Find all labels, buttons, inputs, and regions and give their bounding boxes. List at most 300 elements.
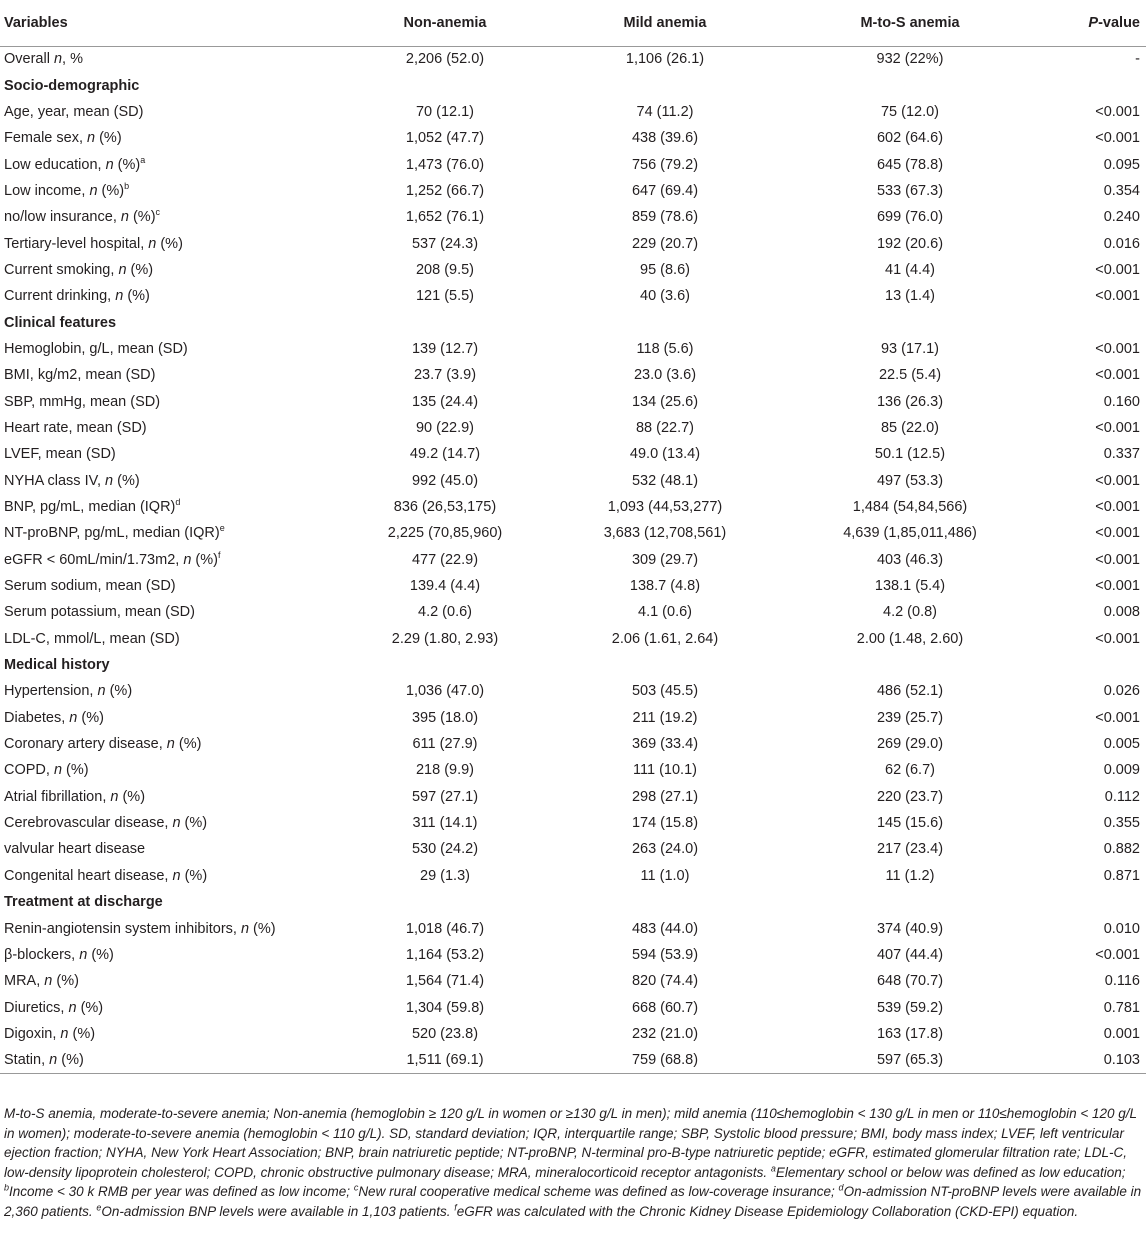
- m-to-s-anemia-cell: 75 (12.0): [880, 103, 940, 120]
- p-value-cell: 0.095: [1103, 156, 1140, 173]
- mild-anemia-cell: 23.0 (3.6): [633, 367, 697, 384]
- label-text: NT-proBNP, pg/mL, median (IQR): [4, 525, 220, 542]
- table-row: [0, 547, 1146, 573]
- m-to-s-anemia-cell: 136 (26.3): [876, 393, 944, 410]
- table-row: [0, 573, 1146, 599]
- label-italic: n: [69, 709, 78, 726]
- mild-anemia-cell: 4.1 (0.6): [638, 604, 692, 621]
- table-row: [0, 125, 1146, 151]
- p-value-cell: 0.112: [1104, 788, 1140, 805]
- non-anemia-cell: 218 (9.9): [415, 762, 475, 779]
- non-anemia-cell: 139 (12.7): [411, 340, 479, 357]
- table-row: [0, 362, 1146, 388]
- label-text: Atrial fibrillation,: [4, 788, 111, 805]
- p-value-cell: 0.160: [1103, 393, 1140, 410]
- label-text: Age, year, mean (SD): [4, 103, 144, 120]
- row-label: [0, 810, 340, 836]
- table-row: [0, 151, 1146, 177]
- header-mild-anemia: Mild anemia: [550, 0, 780, 46]
- row-label: [0, 573, 340, 599]
- label-italic: n: [53, 51, 63, 68]
- label-rest: (%): [95, 130, 122, 147]
- m-to-s-anemia-cell: 645 (78.8): [876, 156, 944, 173]
- empty-cell: [340, 72, 550, 98]
- label-italic: n: [89, 182, 98, 199]
- table-row: [0, 784, 1146, 810]
- label-italic: n: [148, 235, 157, 252]
- label-italic: n: [105, 472, 114, 489]
- label-text: LVEF, mean (SD): [4, 446, 116, 463]
- row-label: [0, 415, 340, 441]
- row-label: [0, 784, 340, 810]
- p-value-cell: 0.001: [1103, 1025, 1140, 1042]
- mild-anemia-cell: 11 (1.0): [640, 867, 690, 884]
- label-text: no/low insurance,: [4, 209, 121, 226]
- row-label: [0, 441, 340, 467]
- mild-anemia-cell: 95 (8.6): [640, 261, 690, 278]
- mild-anemia-cell: 211 (19.2): [632, 709, 698, 726]
- row-label: [0, 125, 340, 151]
- footnote-text: New rural cooperative medical scheme was defined as low-coverage insurance;: [358, 1184, 839, 1200]
- label-text: valvular heart disease: [4, 841, 146, 858]
- p-value-cell: 0.016: [1103, 235, 1140, 252]
- mild-anemia-cell: 759 (68.8): [550, 1047, 780, 1073]
- label-text: Tertiary-level hospital,: [4, 235, 149, 252]
- row-label: [0, 204, 340, 230]
- p-value-cell: 0.337: [1103, 446, 1140, 463]
- label-italic: n: [68, 999, 77, 1016]
- label-rest: (%): [126, 261, 154, 278]
- p-value-cell: <0.001: [1095, 103, 1140, 120]
- label-text: eGFR < 60mL/min/1.73m2,: [4, 551, 184, 568]
- row-label: [0, 257, 340, 283]
- non-anemia-cell: 1,564 (71.4): [405, 973, 485, 990]
- mild-anemia-cell: 1,093 (44,53,277): [607, 499, 723, 516]
- p-value-cell: 0.116: [1104, 973, 1140, 990]
- table-row: [0, 257, 1146, 283]
- footnote-mark: b: [124, 181, 130, 192]
- label-text: Diuretics,: [4, 999, 69, 1016]
- p-value-cell: <0.001: [1095, 525, 1140, 542]
- empty-cell: [550, 652, 780, 678]
- p-value-cell: <0.001: [1095, 946, 1140, 963]
- label-italic: n: [60, 1025, 69, 1042]
- mild-anemia-cell: 88 (22.7): [635, 419, 695, 436]
- footnote-mark: c: [353, 1182, 359, 1193]
- m-to-s-anemia-cell: 145 (15.6): [876, 815, 944, 832]
- label-text: BMI, kg/m2, mean (SD): [4, 367, 156, 384]
- row-label: [0, 599, 340, 625]
- empty-cell: [550, 72, 780, 98]
- m-to-s-anemia-cell: 50.1 (12.5): [874, 446, 946, 463]
- mild-anemia-cell: 298 (27.1): [631, 788, 699, 805]
- non-anemia-cell: 597 (27.1): [411, 788, 479, 805]
- label-text: Low income,: [4, 182, 90, 199]
- non-anemia-cell: 611 (27.9): [412, 736, 478, 753]
- p-value-cell: <0.001: [1095, 630, 1140, 647]
- m-to-s-anemia-cell: 539 (59.2): [876, 999, 944, 1016]
- footnote-mark: b: [4, 1182, 10, 1193]
- row-label: [0, 388, 340, 414]
- m-to-s-anemia-cell: 486 (52.1): [876, 683, 944, 700]
- footnote-mark: c: [155, 207, 161, 218]
- p-value-cell: 0.871: [1103, 867, 1140, 884]
- label-rest: (%): [62, 762, 89, 779]
- p-value-cell: <0.001: [1095, 472, 1140, 489]
- mild-anemia-cell: 134 (25.6): [631, 393, 699, 410]
- non-anemia-cell: 1,052 (47.7): [405, 130, 485, 147]
- row-label: [0, 283, 340, 309]
- mild-anemia-cell: 40 (3.6): [640, 288, 690, 305]
- m-to-s-anemia-cell: 932 (22%): [876, 51, 944, 68]
- p-value-cell: 0.882: [1103, 841, 1140, 858]
- row-label: [0, 863, 340, 889]
- row-label: [0, 520, 340, 546]
- label-italic: n: [166, 736, 175, 753]
- non-anemia-cell: 395 (18.0): [411, 709, 479, 726]
- row-label: [0, 678, 340, 704]
- mild-anemia-cell: 263 (24.0): [631, 841, 699, 858]
- row-label: [0, 1047, 340, 1073]
- label-text: BNP, pg/mL, median (IQR): [4, 499, 176, 516]
- table-row: [0, 468, 1146, 494]
- row-label: [0, 626, 340, 652]
- table-row: [0, 994, 1146, 1020]
- m-to-s-anemia-cell: 41 (4.4): [885, 261, 935, 278]
- empty-cell: [1040, 72, 1146, 98]
- label-rest: (%): [128, 209, 156, 226]
- row-label: [0, 336, 340, 362]
- label-text: Hemoglobin, g/L, mean (SD): [4, 340, 188, 357]
- label-text: Diabetes,: [4, 709, 70, 726]
- m-to-s-anemia-cell: 4,639 (1,85,011,486): [843, 525, 977, 542]
- mild-anemia-cell: 756 (79.2): [631, 156, 699, 173]
- non-anemia-cell: 139.4 (4.4): [409, 578, 481, 595]
- table-row: [0, 283, 1146, 309]
- table-body: [0, 46, 1146, 1073]
- row-label: Treatment at discharge: [4, 894, 163, 911]
- table-row: [0, 626, 1146, 652]
- label-text: Female sex,: [4, 130, 87, 147]
- label-text: Current drinking,: [4, 288, 116, 305]
- label-rest: (%): [87, 946, 114, 963]
- non-anemia-cell: 992 (45.0): [411, 472, 479, 489]
- header-variables: Variables: [0, 0, 340, 46]
- non-anemia-cell: 208 (9.5): [415, 261, 475, 278]
- header-p-letter: P: [1088, 14, 1099, 31]
- p-value-cell: 0.026: [1103, 683, 1140, 700]
- label-italic: n: [79, 946, 88, 963]
- row-label: Socio-demographic: [4, 77, 140, 94]
- non-anemia-cell: 1,164 (53.2): [405, 946, 485, 963]
- m-to-s-anemia-cell: 533 (67.3): [876, 182, 944, 199]
- section-row: [0, 309, 1146, 335]
- table-row: [0, 415, 1146, 441]
- label-rest: (%): [156, 235, 183, 252]
- table-row: [0, 705, 1146, 731]
- mild-anemia-cell: 2.06 (1.61, 2.64): [611, 630, 719, 647]
- label-italic: n: [105, 156, 114, 173]
- non-anemia-cell: 2.29 (1.80, 2.93): [391, 630, 499, 647]
- mild-anemia-cell: 503 (45.5): [631, 683, 699, 700]
- row-label: [0, 705, 340, 731]
- row-label: [0, 46, 340, 72]
- mild-anemia-cell: 3,683 (12,708,561): [603, 525, 727, 542]
- table-row: [0, 968, 1146, 994]
- label-rest: (%): [97, 182, 125, 199]
- label-rest: (%): [174, 736, 202, 753]
- label-rest: (%): [77, 709, 104, 726]
- label-text: SBP, mmHg, mean (SD): [4, 393, 161, 410]
- m-to-s-anemia-cell: 602 (64.6): [876, 130, 944, 147]
- p-value-cell: <0.001: [1095, 578, 1140, 595]
- table-row: [0, 46, 1146, 72]
- non-anemia-cell: 1,652 (76.1): [405, 209, 485, 226]
- label-text: COPD,: [4, 762, 54, 779]
- label-rest: (%): [191, 551, 218, 568]
- p-value-cell: 0.240: [1103, 209, 1140, 226]
- table-row: [0, 336, 1146, 362]
- footnote-text: Elementary school or below was defined as low education;: [775, 1164, 1126, 1180]
- mild-anemia-cell: 309 (29.7): [631, 551, 699, 568]
- non-anemia-cell: 23.7 (3.9): [413, 367, 477, 384]
- table-row: [0, 494, 1146, 520]
- m-to-s-anemia-cell: 93 (17.1): [880, 340, 940, 357]
- label-italic: n: [110, 788, 119, 805]
- mild-anemia-cell: 438 (39.6): [631, 130, 699, 147]
- m-to-s-anemia-cell: 1,484 (54,84,566): [852, 499, 968, 516]
- p-value-cell: <0.001: [1095, 288, 1140, 305]
- p-value-cell: 0.355: [1103, 815, 1140, 832]
- label-rest: (%): [123, 288, 150, 305]
- label-text: Statin,: [4, 1051, 50, 1068]
- p-value-cell: 0.103: [1040, 1047, 1146, 1073]
- m-to-s-anemia-cell: 13 (1.4): [885, 288, 935, 305]
- row-label: [0, 968, 340, 994]
- m-to-s-anemia-cell: 2.00 (1.48, 2.60): [856, 630, 964, 647]
- m-to-s-anemia-cell: 407 (44.4): [876, 946, 944, 963]
- table-row: [0, 99, 1146, 125]
- footnote-text: On-admission BNP levels were available in 1,103 patients.: [101, 1203, 455, 1219]
- label-italic: n: [172, 815, 181, 832]
- footnote-mark: d: [175, 497, 181, 508]
- footnote-text: Income < 30 k RMB per year was defined as low income;: [9, 1184, 354, 1200]
- label-text: β-blockers,: [4, 946, 80, 963]
- label-rest: (%): [52, 973, 79, 990]
- m-to-s-anemia-cell: 85 (22.0): [880, 419, 940, 436]
- table-row: [0, 178, 1146, 204]
- label-rest: (%): [180, 815, 208, 832]
- label-italic: n: [172, 867, 181, 884]
- m-to-s-anemia-cell: 269 (29.0): [876, 736, 944, 753]
- label-rest: (%): [118, 788, 146, 805]
- mild-anemia-cell: 232 (21.0): [631, 1025, 699, 1042]
- section-row: [0, 72, 1146, 98]
- section-row: [0, 652, 1146, 678]
- row-label: [0, 731, 340, 757]
- p-value-cell: <0.001: [1095, 419, 1140, 436]
- table-row: [0, 757, 1146, 783]
- m-to-s-anemia-cell: 497 (53.3): [876, 472, 944, 489]
- non-anemia-cell: 311 (14.1): [412, 815, 478, 832]
- label-text: Serum potassium, mean (SD): [4, 604, 195, 621]
- m-to-s-anemia-cell: 220 (23.7): [876, 788, 944, 805]
- label-italic: n: [240, 920, 250, 937]
- empty-cell: [340, 309, 550, 335]
- non-anemia-cell: 49.2 (14.7): [409, 446, 481, 463]
- label-text: Overall: [4, 51, 54, 68]
- label-rest: (%): [249, 920, 276, 937]
- m-to-s-anemia-cell: 22.5 (5.4): [878, 367, 942, 384]
- header-m-to-s-anemia: M-to-S anemia: [780, 0, 1040, 46]
- p-value-cell: 0.009: [1103, 762, 1140, 779]
- mild-anemia-cell: 174 (15.8): [631, 815, 699, 832]
- label-italic: n: [115, 288, 124, 305]
- empty-cell: [550, 889, 780, 915]
- table-row: [0, 441, 1146, 467]
- label-italic: n: [120, 209, 129, 226]
- p-value-cell: 0.005: [1103, 736, 1140, 753]
- non-anemia-cell: 1,511 (69.1): [340, 1047, 550, 1073]
- p-value-cell: 0.008: [1103, 604, 1140, 621]
- non-anemia-cell: 70 (12.1): [415, 103, 475, 120]
- m-to-s-anemia-cell: 217 (23.4): [876, 841, 944, 858]
- mild-anemia-cell: 483 (44.0): [631, 920, 699, 937]
- mild-anemia-cell: 820 (74.4): [631, 973, 699, 990]
- row-label: [0, 1021, 340, 1047]
- footnote-mark: f: [454, 1202, 457, 1213]
- section-row: [0, 889, 1146, 915]
- label-rest: (%): [76, 999, 104, 1016]
- table-row: [0, 204, 1146, 230]
- table-row: [0, 915, 1146, 941]
- empty-cell: [1040, 309, 1146, 335]
- table-row: [0, 810, 1146, 836]
- empty-cell: [340, 652, 550, 678]
- row-label: [0, 836, 340, 862]
- empty-cell: [1040, 889, 1146, 915]
- m-to-s-anemia-cell: 11 (1.2): [885, 867, 935, 884]
- header-row: [0, 0, 1146, 46]
- table-row: [0, 731, 1146, 757]
- row-label: [0, 362, 340, 388]
- footnote-text: eGFR was calculated with the Chronic Kidney Disease Epidemiology Collaboration (CKD-EPI) equation.: [456, 1203, 1079, 1219]
- non-anemia-cell: 520 (23.8): [411, 1025, 479, 1042]
- footnote-mark: d: [838, 1182, 844, 1193]
- non-anemia-cell: 1,304 (59.8): [405, 999, 485, 1016]
- p-value-cell: -: [1135, 51, 1140, 68]
- m-to-s-anemia-cell: 699 (76.0): [876, 209, 944, 226]
- non-anemia-cell: 121 (5.5): [415, 288, 475, 305]
- label-text: LDL-C, mmol/L, mean (SD): [4, 630, 180, 647]
- m-to-s-anemia-cell: 374 (40.9): [876, 920, 944, 937]
- label-italic: n: [183, 551, 192, 568]
- empty-cell: [550, 309, 780, 335]
- non-anemia-cell: 2,225 (70,85,960): [387, 525, 503, 542]
- header-p-suffix: -value: [1098, 14, 1140, 31]
- row-label: [0, 942, 340, 968]
- table-row: [0, 678, 1146, 704]
- p-value-cell: <0.001: [1095, 709, 1140, 726]
- row-label: Clinical features: [4, 314, 117, 331]
- table-row: [0, 942, 1146, 968]
- label-text: Cerebrovascular disease,: [4, 815, 173, 832]
- empty-cell: [780, 72, 1040, 98]
- mild-anemia-cell: 49.0 (13.4): [629, 446, 701, 463]
- label-text: Low education,: [4, 156, 106, 173]
- mild-anemia-cell: 138.7 (4.8): [629, 578, 701, 595]
- empty-cell: [780, 889, 1040, 915]
- label-rest: (%): [180, 867, 208, 884]
- mild-anemia-cell: 859 (78.6): [631, 209, 699, 226]
- m-to-s-anemia-cell: 597 (65.3): [780, 1047, 1040, 1073]
- m-to-s-anemia-cell: 192 (20.6): [876, 235, 944, 252]
- m-to-s-anemia-cell: 62 (6.7): [885, 762, 935, 779]
- label-rest: (%): [105, 683, 133, 700]
- table-footnote: [4, 1104, 1142, 1222]
- label-text: NYHA class IV,: [4, 472, 106, 489]
- table-row: [0, 520, 1146, 546]
- footnote-mark: e: [219, 523, 225, 534]
- mild-anemia-cell: 1,106 (26.1): [625, 51, 705, 68]
- table-row: [0, 1021, 1146, 1047]
- row-label: Medical history: [4, 657, 110, 674]
- mild-anemia-cell: 118 (5.6): [636, 340, 694, 357]
- label-rest: (%): [57, 1051, 84, 1068]
- row-label: [0, 468, 340, 494]
- non-anemia-cell: 1,036 (47.0): [405, 683, 485, 700]
- non-anemia-cell: 2,206 (52.0): [405, 51, 485, 68]
- header-non-anemia: Non-anemia: [340, 0, 550, 46]
- footnote-text: On-admission NT-proBNP levels were available in 2,360 patients.: [4, 1184, 1142, 1219]
- mild-anemia-cell: 532 (48.1): [631, 472, 699, 489]
- row-label: [0, 547, 340, 573]
- non-anemia-cell: 29 (1.3): [420, 867, 470, 884]
- mild-anemia-cell: 369 (33.4): [631, 736, 699, 753]
- non-anemia-cell: 836 (26,53,175): [393, 499, 497, 516]
- non-anemia-cell: 135 (24.4): [411, 393, 479, 410]
- table-row: [0, 388, 1146, 414]
- table-row: [0, 230, 1146, 256]
- empty-cell: [780, 652, 1040, 678]
- p-value-cell: <0.001: [1095, 340, 1140, 357]
- row-label: [0, 99, 340, 125]
- label-rest: (%): [113, 472, 140, 489]
- label-text: Digoxin,: [4, 1025, 61, 1042]
- p-value-cell: <0.001: [1095, 367, 1140, 384]
- row-label: [0, 994, 340, 1020]
- header-p-value: [1040, 0, 1146, 46]
- table-row: [0, 1047, 1146, 1073]
- footnote-mark: f: [217, 549, 221, 560]
- empty-cell: [780, 309, 1040, 335]
- non-anemia-cell: 90 (22.9): [415, 419, 475, 436]
- table-row: [0, 599, 1146, 625]
- m-to-s-anemia-cell: 239 (25.7): [876, 709, 944, 726]
- label-rest: (%): [113, 156, 141, 173]
- row-label: [0, 151, 340, 177]
- non-anemia-cell: 477 (22.9): [411, 551, 479, 568]
- footnote-main: M-to-S anemia, moderate-to-severe anemia; Non-anemia (hemoglobin ≥ 120 g/L in women or ≥130 g/L in men); mild anemia (110≤hemoglobin < 130 g/L in men or 110≤hemoglobin < 120 g/L in women); moderate-to-severe anemia (hemoglobin < 110 g/L). SD, standard deviation; IQR, interquartile range; SBP, Systolic blood pressure; BMI, body mass index; LVEF, left ventricular ejection fraction; NYHA, New York Heart Association; BNP, brain natriuretic peptide; NT-proBNP, N-terminal pro-B-type natriuretic peptide; eGFR, estimated glomerular filtration rate; LDL-C, low-density lipoprotein cholesterol; COPD, chronic obstructive pulmonary disease; MRA, mineralocorticoid receptor antagonists.: [4, 1106, 1137, 1180]
- label-rest: (%): [68, 1025, 96, 1042]
- mild-anemia-cell: 668 (60.7): [631, 999, 699, 1016]
- m-to-s-anemia-cell: 648 (70.7): [876, 973, 944, 990]
- label-italic: n: [87, 130, 96, 147]
- row-label: [0, 230, 340, 256]
- m-to-s-anemia-cell: 403 (46.3): [876, 551, 944, 568]
- non-anemia-cell: 1,252 (66.7): [405, 182, 485, 199]
- p-value-cell: 0.354: [1103, 182, 1140, 199]
